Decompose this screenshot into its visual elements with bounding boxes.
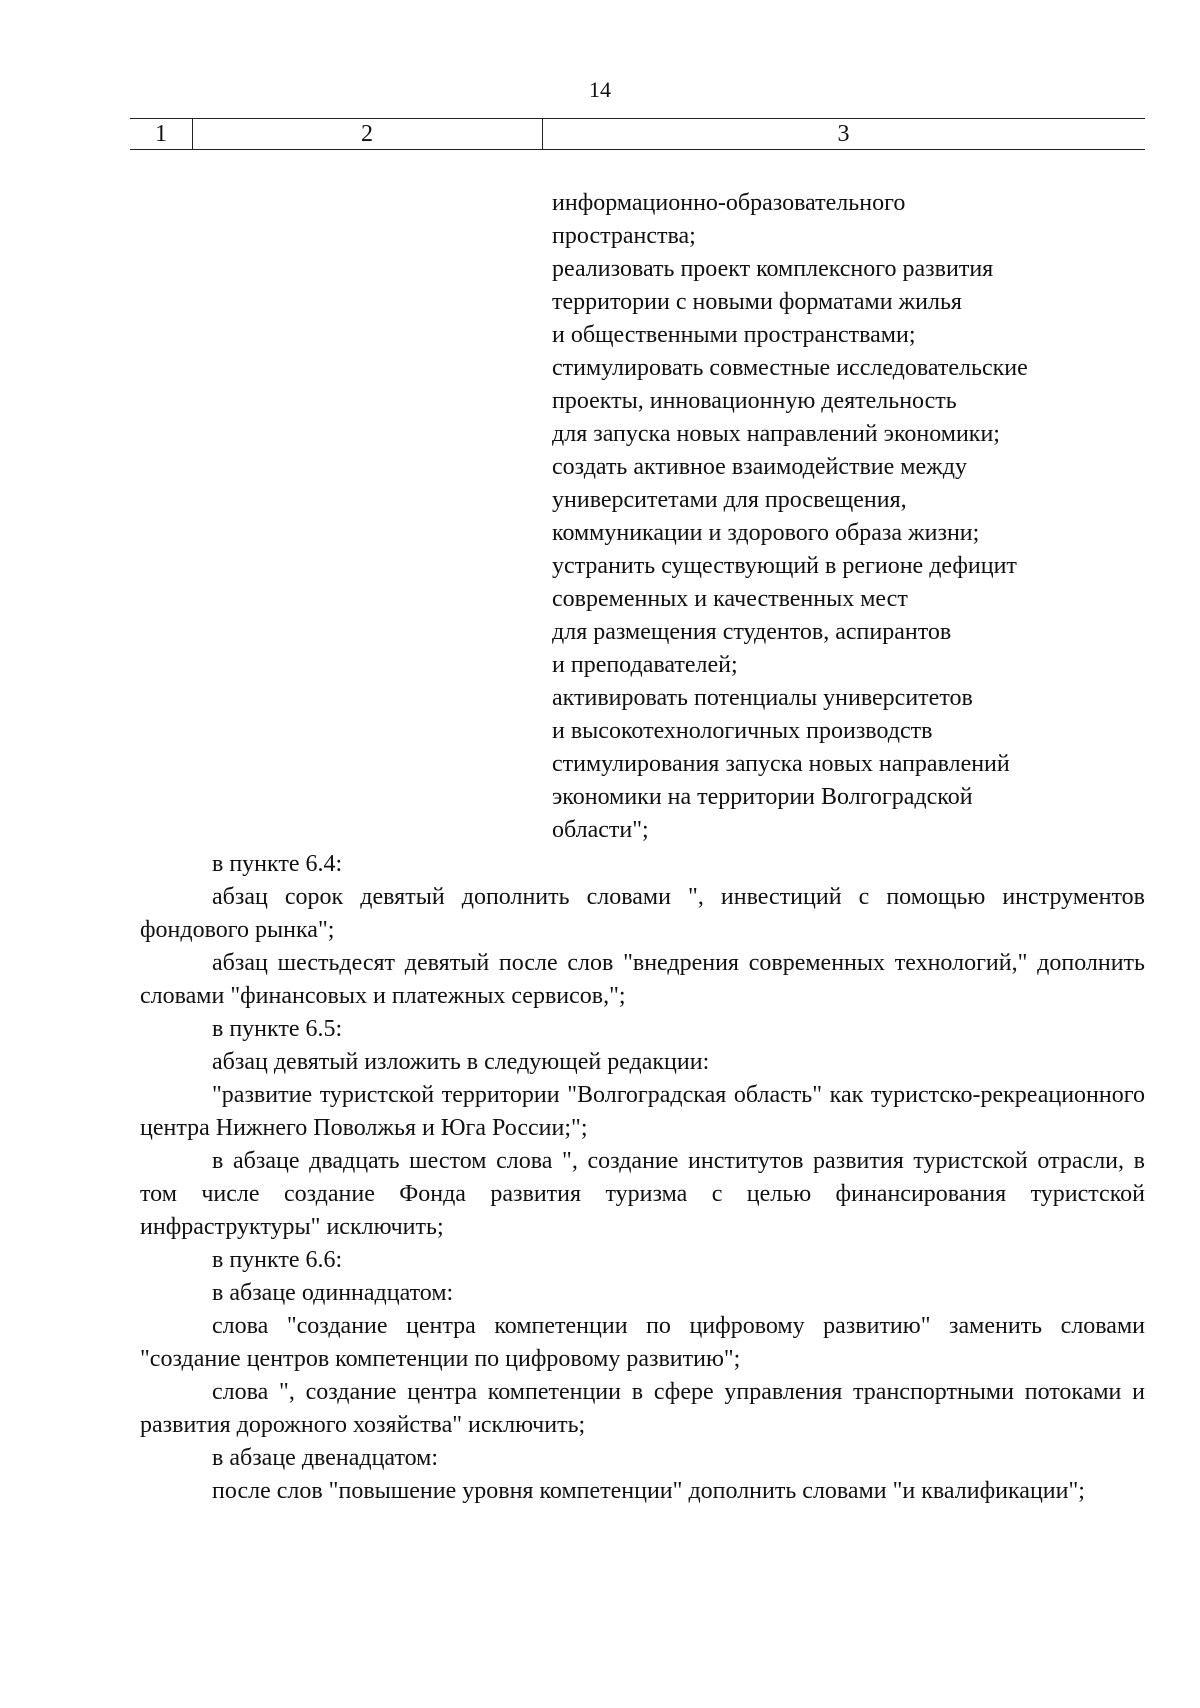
column-3-line: для запуска новых направлений экономики;	[552, 421, 1000, 447]
column-3-line: университетами для просвещения,	[552, 487, 907, 513]
table-header-cell-1: 1	[130, 119, 193, 149]
table-header-cell-3: 3	[837, 121, 850, 147]
paragraph-amendment: в абзаце одиннадцатом:	[212, 1280, 454, 1306]
column-3-line: проекты, инновационную деятельность	[552, 388, 957, 414]
paragraph-item-6-5: в пункте 6.5:	[212, 1016, 343, 1042]
amendment-text	[140, 848, 1145, 1508]
column-3-line: коммуникации и здорового образа жизни;	[552, 520, 980, 546]
column-3-line: области";	[552, 817, 649, 843]
column-3-line: стимулировать совместные исследовательские	[552, 355, 1028, 381]
column-3-text	[552, 187, 1152, 847]
column-3-line: и общественными пространствами;	[552, 322, 916, 348]
paragraph-amendment: абзац сорок девятый дополнить словами ", инвестиций с помощью инструментов фондового рынка";	[140, 884, 1145, 943]
column-3-line: и преподавателей;	[552, 652, 738, 678]
paragraph-amendment: абзац девятый изложить в следующей редакции:	[212, 1049, 710, 1075]
table-header-row	[130, 118, 1145, 150]
table-header-cell-2: 2	[192, 119, 543, 149]
column-3-line: активировать потенциалы университетов	[552, 685, 973, 711]
column-3-line: экономики на территории Волгоградской	[552, 784, 973, 810]
paragraph-amendment: в абзаце двенадцатом:	[212, 1445, 439, 1471]
column-3-line: для размещения студентов, аспирантов	[552, 619, 952, 645]
paragraph-quote: "развитие туристской территории "Волгоградская область" как туристско-рекреационного центра Нижнего Поволжья и Юга России;";	[140, 1082, 1145, 1141]
paragraph-item-6-4: в пункте 6.4:	[212, 851, 343, 877]
paragraph-amendment: слова ", создание центра компетенции в сфере управления транспортными потоками и развития дорожного хозяйства" исключить;	[140, 1379, 1145, 1438]
column-3-line: территории с новыми форматами жилья	[552, 289, 962, 315]
column-3-line: устранить существующий в регионе дефицит	[552, 553, 1017, 579]
column-3-line: реализовать проект комплексного развития	[552, 256, 994, 282]
paragraph-item-6-6: в пункте 6.6:	[212, 1247, 343, 1273]
column-3-line: и высокотехнологичных производств	[552, 718, 933, 744]
column-3-line: информационно-образовательного	[552, 190, 906, 216]
column-3-line: современных и качественных мест	[552, 586, 908, 612]
page-number: 14	[589, 77, 611, 102]
paragraph-amendment: после слов "повышение уровня компетенции" дополнить словами "и квалификации";	[212, 1478, 1085, 1504]
paragraph-amendment: в абзаце двадцать шестом слова ", создание институтов развития туристской отрасли, в том числе создание Фонда развития туризма с целью финансирования туристской инфраструктуры" исключить;	[140, 1148, 1145, 1240]
paragraph-amendment: абзац шестьдесят девятый после слов "внедрения современных технологий," дополнить словами "финансовых и платежных сервисов,";	[140, 950, 1145, 1009]
column-3-line: стимулирования запуска новых направлений	[552, 751, 1010, 777]
column-3-line: создать активное взаимодействие между	[552, 454, 967, 480]
paragraph-amendment: слова "создание центра компетенции по цифровому развитию" заменить словами "создание центров компетенции по цифровому развитию";	[140, 1313, 1145, 1372]
column-3-line: пространства;	[552, 223, 696, 249]
